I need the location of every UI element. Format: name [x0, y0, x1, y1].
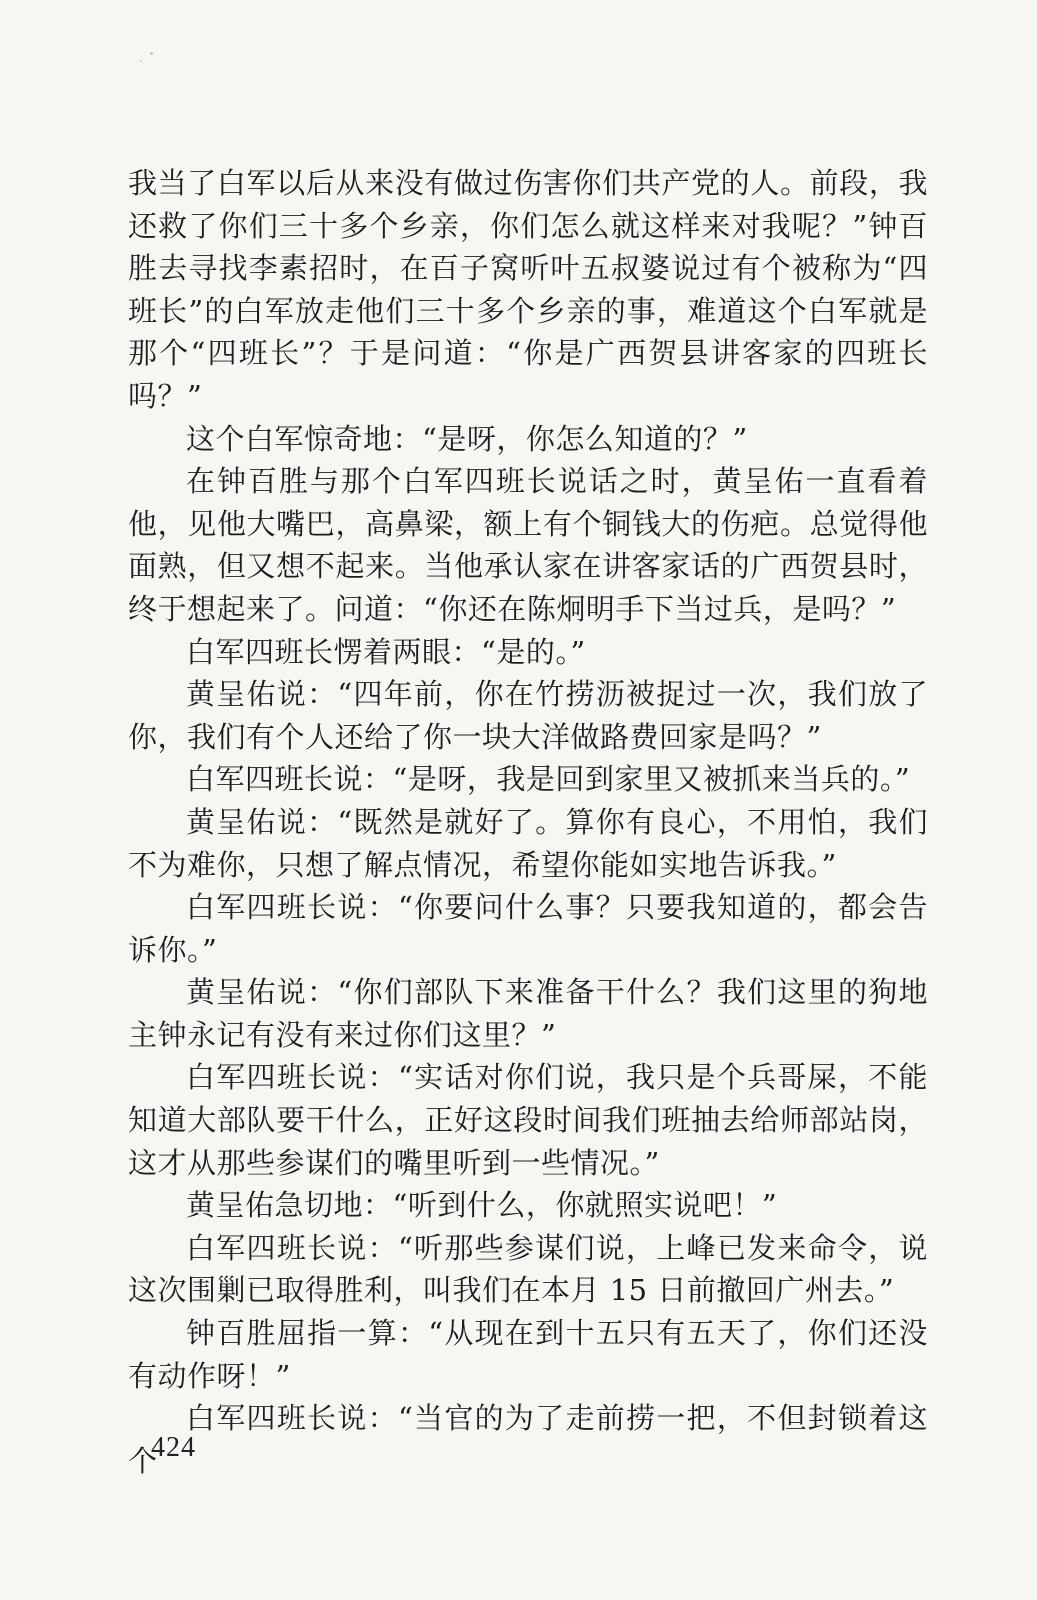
paragraph: 白军四班长说：“当官的为了走前捞一把，不但封锁着这个 [128, 1401, 928, 1478]
paragraph: 白军四班长说：“听那些参谋们说，上峰已发来命令，说这次围剿已取得胜利，叫我们在本月 15 日前撤回广州去。” [128, 1230, 928, 1308]
paragraph: 这个白军惊奇地：“是呀，你怎么知道的？” [186, 421, 748, 456]
body-text [128, 162, 928, 1482]
paragraph: 白军四班长说：“你要问什么事？只要我知道的，都会告诉你。” [128, 890, 928, 967]
paragraph: 白军四班长说：“实话对你们说，我只是个兵哥屎，不能知道大部队要干什么，正好这段时间我们班抽去给师部站岗，这才从那些参谋们的嘴里听到一些情况。” [128, 1060, 928, 1180]
paragraph: 钟百胜屈指一算：“从现在到十五只有五天了，你们还没有动作呀！” [128, 1316, 928, 1393]
scan-speck [150, 52, 153, 55]
paragraph: 白军四班长说：“是呀，我是回到家里又被抓来当兵的。” [186, 762, 911, 797]
page-number: 424 [151, 1432, 196, 1463]
paragraph: 我当了白军以后从来没有做过伤害你们共产党的人。前段，我还救了你们三十多个乡亲，你们怎么就这样来对我呢？”钟百胜去寻找李素招时，在百子窝听叶五叔婆说过有个被称为“四班长”的白军放走他们三十多个乡亲的事，难道这个白军就是那个“四班长”？于是问道：“你是广西贺县讲客家的四班长吗？” [128, 166, 928, 413]
paragraph: 黄呈佑说：“既然是就好了。算你有良心，不用怕，我们不为难你，只想了解点情况，希望你能如实地告诉我。” [128, 804, 928, 882]
scan-speck [140, 60, 142, 62]
paragraph: 黄呈佑急切地：“听到什么，你就照实说吧！” [186, 1188, 778, 1223]
paragraph: 白军四班长愣着两眼：“是的。” [186, 634, 586, 669]
paragraph: 黄呈佑说：“你们部队下来准备干什么？我们这里的狗地主钟永记有没有来过你们这里？” [128, 975, 928, 1052]
paragraph: 在钟百胜与那个白军四班长说话之时，黄呈佑一直看着他，见他大嘴巴，高鼻梁，额上有个铜钱大的伤疤。总觉得他面熟，但又想不起来。当他承认家在讲客家话的广西贺县时，终于想起来了。问道：“你还在陈炯明手下当过兵，是吗？” [128, 464, 928, 626]
paragraph: 黄呈佑说：“四年前，你在竹捞沥被捉过一次，我们放了你，我们有个人还给了你一块大洋做路费回家是吗？” [128, 677, 928, 754]
